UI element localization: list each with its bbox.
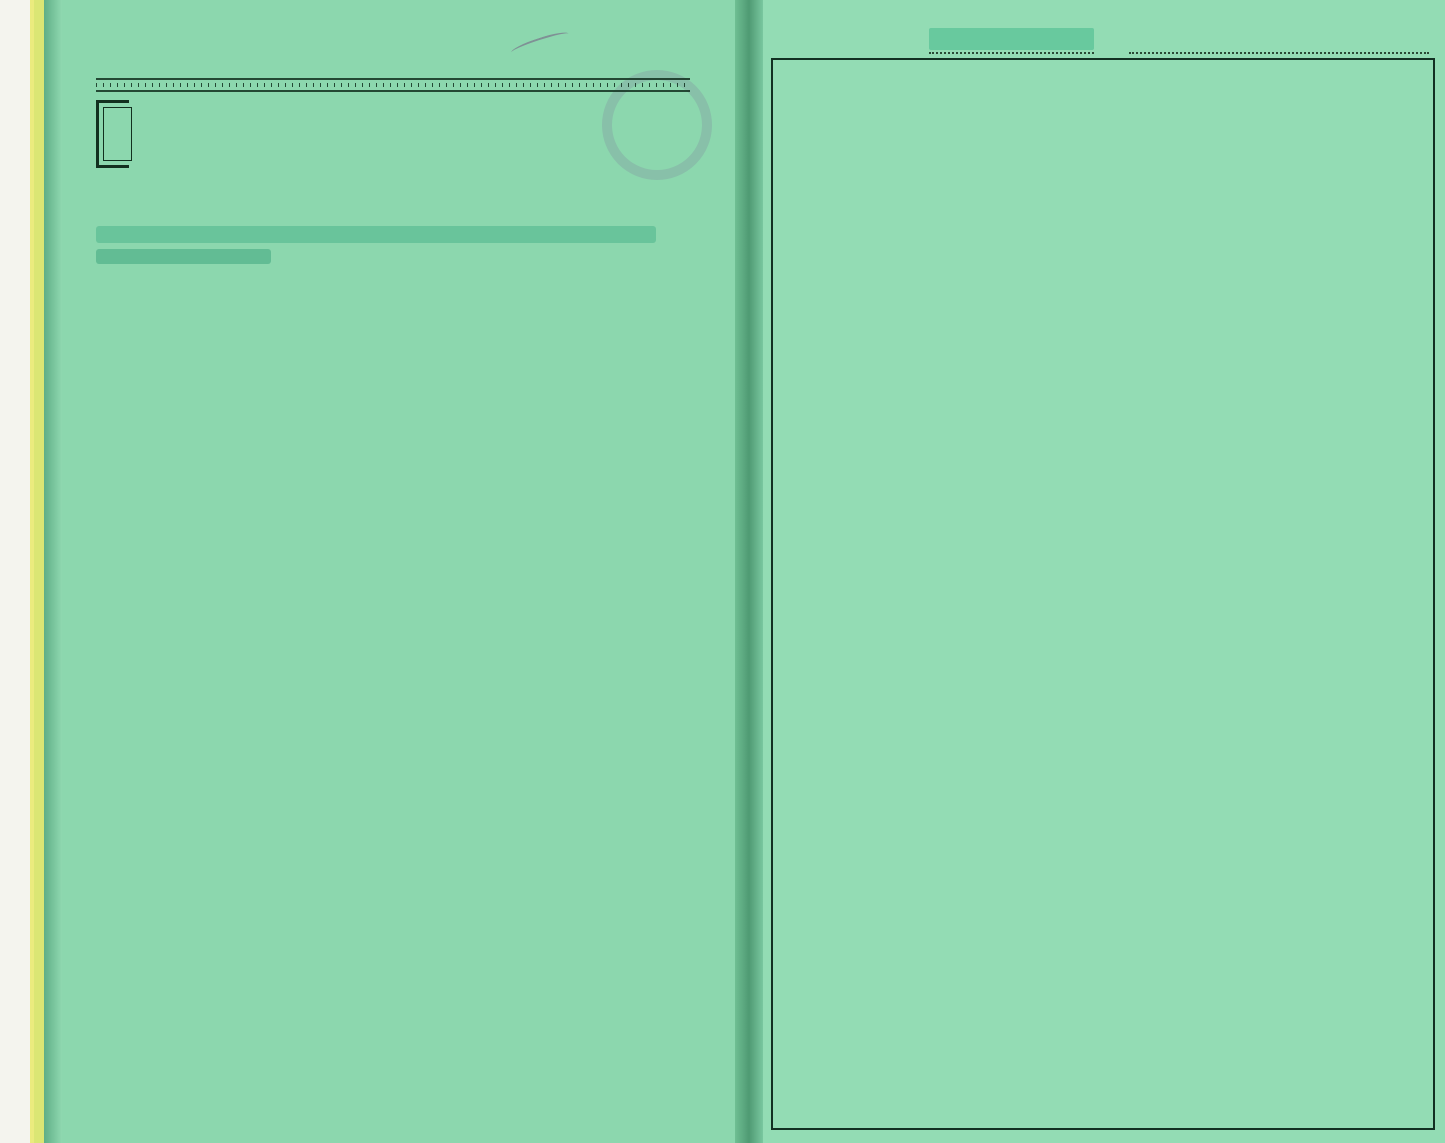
book-spine [735, 0, 763, 1143]
stamp-corner-ornament [96, 100, 129, 168]
article-header [96, 98, 690, 168]
highlighter-mark-2 [96, 249, 271, 264]
decorative-rule [96, 78, 690, 92]
total-underline [929, 52, 1094, 54]
ledger-grid [771, 58, 1435, 1130]
left-page [62, 0, 742, 1143]
right-page [763, 0, 1445, 1143]
article [96, 78, 690, 168]
page-edge-yellow [30, 0, 44, 1143]
highlighter-mark-1 [96, 226, 656, 243]
page-edge-shadow [44, 0, 62, 1143]
page-edge-white [0, 0, 34, 1143]
pencil-mark [510, 29, 570, 57]
ledger-header [769, 20, 1437, 54]
country-underline [1129, 52, 1429, 54]
total-highlight [929, 28, 1094, 50]
